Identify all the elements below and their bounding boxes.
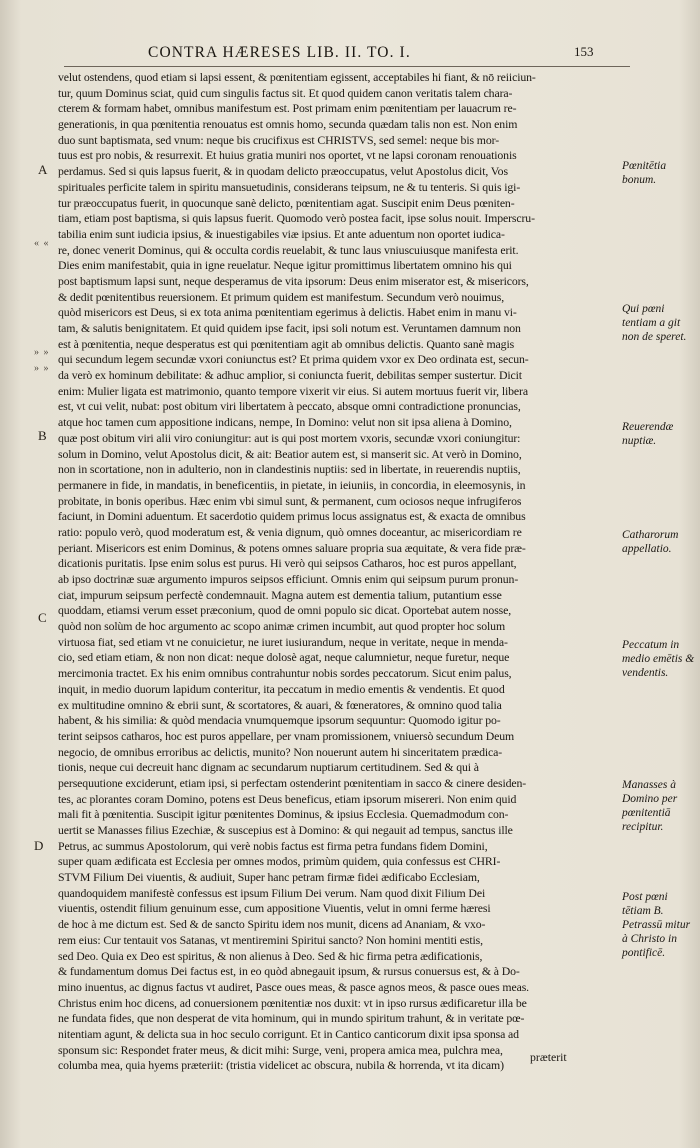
text-line: cio, sed etiam etiam, & non non dicat: neque dolosè agat, neque calumnietur, neque furetur, neque (58, 650, 510, 665)
section-marker-a: A (38, 162, 48, 177)
text-line: est, vt cui velit, nubat: post obitum viri libertatem à peccato, absque omni contradictione pronuncias, (58, 399, 521, 414)
text-line: ciat, impurum seipsum perfectè condemnauit. Magna autem est dementia talium, putantium esse (58, 587, 502, 602)
quote-mark: « « (34, 238, 50, 249)
text-line: quoddam, etiamsi verum esset præconium, quod de omni populo sic dicat. Oportebat autem nosse, (58, 603, 512, 618)
text-line: enim: Mulier ligata est matrimonio, quanto tempore vixerit vir eius. Si autem mortuus fuerit vir, libera (58, 383, 528, 398)
text-line: probitate, in bonis operibus. Hæc enim vbi simul sunt, & permanent, cum ociosos neque infrugiferos (58, 493, 522, 508)
catchword: præterit (530, 1050, 567, 1064)
text-line: super quam ædificata est Ecclesia per omnes modos, primùm quidem, quia confessus est CHRI- (58, 854, 501, 869)
text-line: periant. Misericors est enim Dominus, & potens omnes saluare propria sua æquitate, & vera fide præ- (58, 540, 526, 555)
margin-note: Manasses à Domino per pœnitentiā recipitur. (622, 779, 678, 833)
text-line: tionis, neque cui decreuit hanc dignam ac secundarum nuptiarum certitudinem. Sed & qui à (58, 760, 479, 775)
text-line: quòd misericors est Deus, si ex tota anima pœnitentiam egerimus à delictis. Habet enim in manu vi- (58, 305, 517, 320)
margin-note: Peccatum in medio emētis & vendentis. (622, 639, 695, 679)
text-line: perdamus. Sed si quis lapsus fuerit, & in quodam delicto præoccupatus, velut Apostolus dicit, Vos (58, 164, 508, 179)
margin-note: Qui pœni tentiam a git non de speret. (622, 303, 687, 343)
text-line: Dies enim manifestabit, quia in igne reuelatur. Neque igitur promittimus libertatem omnino his qui (58, 258, 512, 273)
quote-mark: » » (34, 363, 50, 374)
section-marker-c: C (38, 610, 47, 625)
text-line: & fundamentum domus Dei factus est, in eo quòd abnegauit ipsum, & rursus conuersus est, & à Do- (58, 964, 520, 979)
header-rule (64, 66, 630, 67)
text-line: quòd non solùm de hoc argumento ac scopo animæ crimen incumbit, aut quod propter hoc solum (58, 619, 506, 634)
text-line: non in scortatione, non in adulterio, non in clandestinis nuptiis: sed in libertate, in reuerendis nuptiis, (58, 462, 521, 477)
text-line: qui secundum legem secundæ vxori coniunctus est? Et prima quidem vxor ex Deo ordinata est, secun- (58, 352, 529, 367)
text-line: cterem & formam habet, omnibus manifestum est. Post primam enim pœnitentiam per lauacrum re- (58, 101, 517, 116)
text-line: sed Deo. Quia ex Deo est spiritus, & non alienus à Deo. Sed & hic firma petra ædificationis, (58, 948, 483, 963)
text-line: rem eius: Cur tentauit vos Satanas, vt mentiremini Spiritui sancto? Non homini mentiti estis, (58, 932, 483, 947)
text-line: quæ post obitum viri alii viro coniungitur: aut is qui post mortem vxoris, secundæ vxori coniungitur: (58, 430, 521, 445)
text-line: habent, & his similia: & quòd mendacia vnumquemque ipsorum sequuntur: Quomodo igitur po- (58, 713, 501, 728)
running-title: CONTRA HÆRESES LIB. II. TO. I. (148, 44, 411, 61)
text-line: uertit se Manasses filius Ezechiæ, & suscepius est à Domino: & qui negauit ad tempus, sanctus ille (58, 823, 513, 837)
body-text (58, 70, 618, 1074)
text-line: Petrus, ac summus Apostolorum, qui verè nobis factus est firma petra fundans fidem Domini, (58, 838, 488, 853)
page-number: 153 (574, 44, 594, 59)
text-line: tes, ac plorantes coram Domino, potens est Deus beneficus, etiam ipsorum misereri. Non enim quid (58, 791, 517, 806)
text-line: solum in Domino, velut Apostolus dicit, & ait: Beatior autem est, si manserit sic. At verò in Domino, (58, 446, 522, 461)
text-line: virtuosa fiat, sed etiam vt ne conuicietur, ne iuret iusiurandum, neque in veritate, neque in menda- (58, 634, 508, 649)
text-line: est à pœnitentia, neque desperatus est qui pœnitentiam agit ab omnibus delictis. Quanto sanè magis (58, 336, 515, 351)
text-line: ex multitudine omnino & ebrii sunt, & scortatores, & auari, & fœneratores, & omnino quod talia (58, 697, 502, 712)
text-line: ratio: populo verò, quod moderatum est, & venia dignum, quò omnes doceantur, ac misericordiam re (58, 524, 522, 539)
section-marker-b: B (38, 428, 47, 443)
text-line: post baptismum lapsi sunt, neque desperamus de vita ipsorum: Deus enim miserator est, & misericors, (58, 273, 529, 288)
text-line: spirituales perficite talem in spiritu mansuetudinis, considerans teipsum, ne & tu tenteris. Si quis igi- (58, 179, 521, 194)
text-line: faciunt, in Domini aduentum. Et sacerdotio quidem primus locus assignatus est, & exacta de omnibus (58, 509, 526, 524)
text-line: mercimonia tractet. Ex his enim omnibus contrahuntur nobis sordes peccatorum. Sicut enim palus, (58, 666, 512, 681)
text-line: da verò ex hominum debilitate: & adhuc amplior, si coniuncta fuerit, debilitas semper sustertur. Dicit (58, 368, 522, 383)
text-line: tur, quum Dominus sciat, quid cum singulis factus sit. Et quod quidem canon veritatis talem chara- (58, 85, 513, 100)
text-line: ne fundata fides, que non desperat de vita hominum, qui in mundo spiritum trahunt, & in veritate pœ- (58, 1011, 525, 1026)
text-line: permanere in fide, in mandatis, in beneficentiis, in pietate, in ieiuniis, in concordia, in eleemosynis, in (58, 477, 526, 492)
text-line: negocio, de omnibus erroribus ac delictis, munito? Non nouerunt autem hi sinceritatem prædica- (58, 744, 503, 759)
text-line: mali fit à pœnitentia. Suscipit igitur pœnitentes Dominus, & ipsius Ecclesia. Quemadmodum con- (58, 807, 509, 822)
text-line: tabilia enim sunt iudicia ipsius, & inuestigabiles viæ ipsius. Et ante aduentum non oportet iudica- (58, 226, 505, 241)
margin-note: Catharorum appellatio. (622, 529, 679, 555)
text-line: STVM Filium Dei viuentis, & audiuit, Super hanc petram firmæ fidei ædificabo Ecclesiam, (58, 870, 480, 885)
margin-note: Post pœni tētiam B. Petrassū mitur à Christo in pontificē. (622, 891, 691, 959)
text-line: de hoc à me dictum est. Sed & de sancto Spiritu idem nos munit, dicens ad Ananiam, & vxo- (58, 917, 486, 932)
text-line: Christus enim hoc dicens, ad conuersionem pœnitentiæ nos duxit: vt in ipso rursus ædificaretur illa be (58, 995, 527, 1010)
text-line: terint seipsos catharos, hoc est puros appellare, per vnam promissionem, vniuersò secundum Deum (58, 728, 515, 743)
text-line: duo sunt baptismata, sed vnum: neque bis crucifixus est CHRISTVS, sed semel: neque bis mor- (58, 132, 499, 147)
text-line: sponsum sic: Respondet frater meus, & dicit mihi: Surge, veni, propera amica mea, pulchra mea, (58, 1042, 503, 1057)
text-line: inquit, in medio duorum lapidum conteritur, ita peccatum in medio ementis & vendentis. Et quod (58, 681, 505, 696)
text-line: tur præoccupatus fuerit, in quocunque sanè delicto, pœnitentiam agat. Suscipit enim Deus pœniten- (58, 195, 515, 210)
text-line: tam, & salutis benignitatem. Et quid quidem ipse facit, ipsi soli notum est. Veruntamen damnum non (58, 321, 521, 335)
text-line: re, donec venerit Dominus, qui & occulta cordis reuelabit, & tunc laus vniuscuiusque manifesta erit. (58, 242, 519, 257)
margin-note: Reuerendæ nuptiæ. (622, 421, 674, 447)
text-line: generationis, in qua pœnitentia renouatus est omnis homo, secunda quædam talis non est. Non enim (58, 117, 518, 132)
text-line: viuentis, ostendit filium genuinum esse, cum appositione Viuentis, velut in omni ferme hæresi (58, 901, 491, 916)
quote-mark: » » (34, 347, 50, 358)
text-line: & dedit pœnitentibus reuersionem. Et primum quidem est manifestum. Secundum verò nouimus, (58, 289, 505, 304)
text-line: persequutione exciderunt, etiam ipsi, si perfectam ostenderint pœnitentiam in sacco & cinere desiden- (58, 775, 527, 790)
section-marker-d: D (34, 838, 44, 853)
text-line: tuus est pro nobis, & resurrexit. Et huius gratia muniri nos oportet, vt ne lapsi coronam renouationis (58, 148, 517, 163)
text-line: mino inuentus, ac dignus factus vt audiret, Pasce oues meas, & pasce agnos meos, & pasce oues meas. (58, 979, 530, 994)
text-line: columba mea, quia hyems præteriit: (tristia videlicet ac obscura, nubila & horrenda, vt ita dicam) (58, 1058, 504, 1073)
text-line: atque hoc tamen cum appositione indicans, nempe, In Domino: velut non sit ipsa aliena à Domino, (58, 415, 512, 430)
text-line: ab ipso doctrinæ suæ argumento impuros seipsos efficiunt. Omnis enim qui seipsum purum pronun- (58, 572, 519, 586)
text-line: quandoquidem manifestè confessus est ipsum Filium Dei verum. Nam quod dixit Filium Dei (58, 885, 486, 900)
text-line: tiam, etiam post baptisma, si quis lapsus fuerit. Quomodo verò postea facit, ipse solus nouit. Imperscru- (58, 211, 535, 226)
text-line: nitentiam agunt, & delicta sua in hoc seculo corrigunt. Et in Cantico canticorum dixit ipsa sponsa ad (58, 1026, 519, 1041)
margin-note: Pœnitētia bonum. (622, 160, 667, 186)
text-line: dicationis puritatis. Ipse enim solus est purus. Hi verò qui seipsos Catharos, hoc est puros appellant, (58, 556, 517, 571)
text-line: velut ostendens, quod etiam si lapsi essent, & pœnitentiam egissent, acceptabiles hi fiant, & nō reiiciun- (58, 70, 536, 84)
